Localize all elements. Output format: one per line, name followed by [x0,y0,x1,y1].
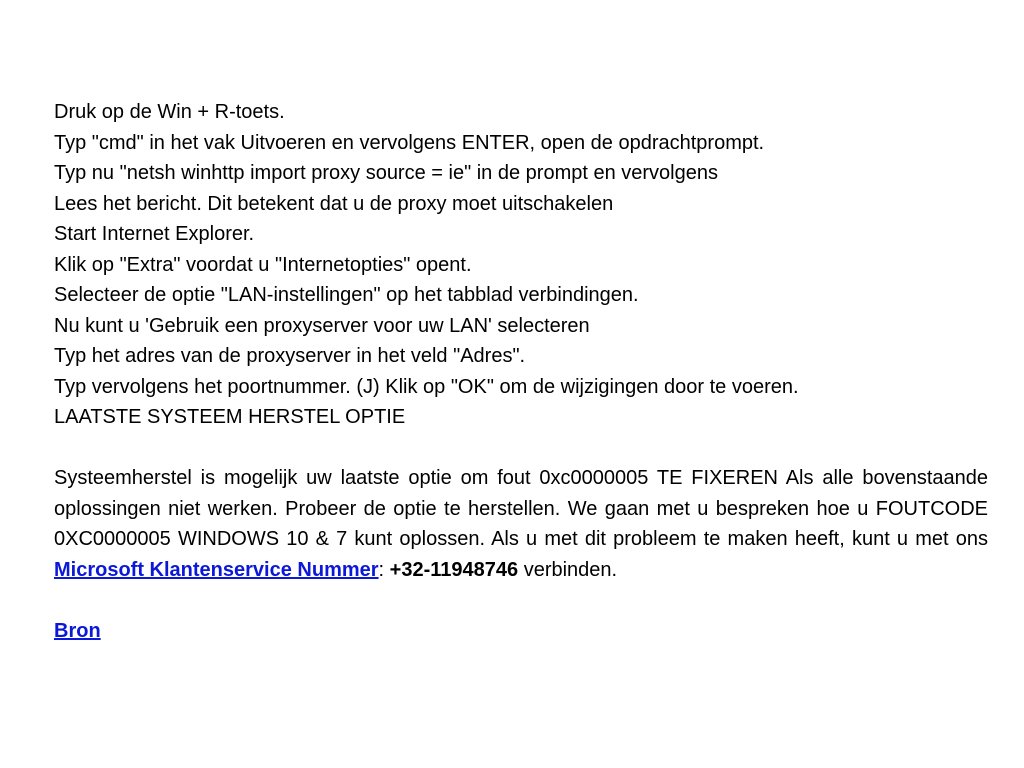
step-line: Typ het adres van de proxyserver in het veld "Adres". [54,345,526,367]
step-line: Typ vervolgens het poortnummer. (J) Klik op "OK" om de wijzigingen door te voeren. [54,375,799,398]
step-line: Selecteer de optie "LAN-instellingen" op het tabblad verbindingen. [54,284,639,306]
paragraph-colon: : [378,558,390,581]
step-line: Typ nu "netsh winhttp import proxy source = ie" in de prompt en vervolgens [54,162,718,184]
instruction-steps [54,97,988,433]
blank-line [54,433,988,464]
step-line: Typ "cmd" in het vak Uitvoeren en vervolgens ENTER, open de opdrachtprompt. [54,131,765,154]
section-heading: LAATSTE SYSTEEM HERSTEL OPTIE [54,406,406,428]
customer-service-link[interactable]: Microsoft Klantenservice Nummer [54,558,379,581]
system-restore-paragraph [54,463,988,585]
step-line: Druk op de Win + R-toets. [54,101,285,123]
source-line [54,616,988,647]
paragraph-ending: verbinden. [518,558,618,581]
blank-line [54,585,988,616]
slide-content [54,97,988,646]
phone-number: +32-11948746 [389,558,519,581]
step-line: Klik op "Extra" voordat u "Internetopties" opent. [54,253,472,276]
step-line: Start Internet Explorer. [54,223,255,245]
step-line: Nu kunt u 'Gebruik een proxyserver voor uw LAN' selecteren [54,314,590,337]
paragraph-text: Systeemherstel is mogelijk uw laatste optie om fout 0xc0000005 TE FIXEREN Als alle bovenstaande oplossingen niet werken. Probeer de optie te herstellen. We gaan met u bespreken hoe u FOUTCODE 0XC0000005 WINDOWS 10 & 7 kunt oplossen. Als u met dit probleem te maken heeft, kunt u met ons [54,467,988,550]
step-line: Lees het bericht. Dit betekent dat u de proxy moet uitschakelen [54,192,614,215]
source-link[interactable]: Bron [54,619,101,642]
